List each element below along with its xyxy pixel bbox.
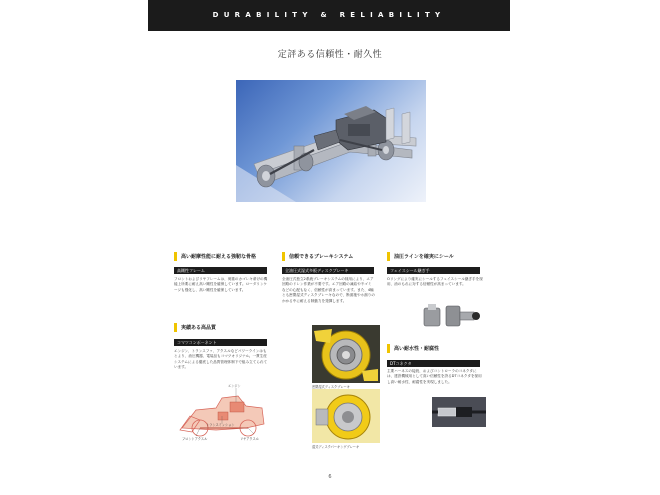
brake-heading <box>282 250 382 262</box>
quality-heading <box>174 321 278 333</box>
header-band <box>148 0 510 31</box>
body-paragraph: エンジン、トランスファ、アクスルなどパワーラインはもとより、油圧機器、電装品もコマツオリジナル。一貫生産システムによる徹底した品質管理体制下で組み立てられています。 <box>174 349 268 370</box>
body-paragraph: 主要ハーネスの接続、およびコントローラのコネクタには、建設機械用として高い信頼性を誇るDTコネクタを採用し高い耐水性、耐腐性を実現しました。 <box>387 369 482 384</box>
heading-accent-bar <box>387 344 390 353</box>
subheading-bar: フェイスシール継ぎ手 <box>387 267 480 274</box>
rear-axle-label: リヤアクスル <box>240 437 259 441</box>
parking-brake-photo <box>312 389 380 443</box>
heading-accent-bar <box>387 252 390 261</box>
body-paragraph: Oリングにより確実にシールするフェイスシール継ぎ手を採用、油のもれに対する信頼性が高まっています。 <box>387 277 483 287</box>
face-seal-fitting-photo <box>420 300 482 334</box>
subheading-bar: コマツコンポーネント <box>174 339 267 346</box>
subheading-bar: DTコネクタ <box>387 360 480 367</box>
header-band-text: DURABILITY & RELIABILITY <box>212 11 446 19</box>
heading-accent-bar <box>282 252 285 261</box>
heading-accent-bar <box>174 252 177 261</box>
heading-text: 実績ある高品質 <box>181 324 217 331</box>
fitting-drawing <box>420 300 482 334</box>
photo-caption: 湿式ディスクパーキングブレーキ <box>312 445 360 449</box>
heading-text: 油圧ラインを確実にシール <box>394 253 454 260</box>
heading-text: 信頼できるブレーキシステム <box>289 253 354 260</box>
body-paragraph: フロントおよびリヤフレームは、荷重のカゴレキ命げの機能上所要に耐え高い剛性を確保しています。ローダリンケージも強化し、高い剛性を確保しています。 <box>174 277 268 292</box>
front-axle-label: フロントアクスル <box>182 437 208 441</box>
subheading-bar: 高剛性フレーム <box>174 267 267 274</box>
heading-text: 高い耐水性・耐腐性 <box>394 345 440 352</box>
connector-drawing <box>432 397 486 427</box>
heading-accent-bar <box>174 323 177 332</box>
dt-connector-photo <box>432 397 486 427</box>
wet-disc-brake-photo <box>312 325 380 383</box>
parking-brake-drawing <box>312 389 380 443</box>
heading-text: 高い耐摩性能に耐える強靭な骨格 <box>181 253 257 260</box>
durable-frame-heading <box>174 250 278 262</box>
photo-caption: 密閉湿式ディスクブレーキ <box>312 385 350 389</box>
subheading-bar: 全油圧式湿式多板ディスクブレーキ <box>282 267 374 274</box>
transmission-label: トランスミッション <box>206 423 235 427</box>
body-paragraph: 全油圧式独立2系統ブレーキシステムの採用により、エア回路のドレン作業が不要です。エア回路の凍結や不ゴミなどの心配もなく、信頼性が高まっています。また、4輪とも密閉湿式ディスクブレーキなので、断面施やホ溜りのかかる中に耐える制動力を発揮します。 <box>282 277 375 303</box>
page-title: 定評ある信頼性・耐久性 <box>277 50 383 60</box>
hydraulic-seal-heading <box>387 250 487 262</box>
water-resistance-heading <box>387 342 487 354</box>
page-number: 6 <box>328 474 332 480</box>
loader-powertrain-diagram <box>176 380 272 442</box>
engine-label: エンジン <box>228 384 241 388</box>
brake-drawing <box>312 325 380 383</box>
loader-drawing <box>176 380 272 442</box>
chassis-drawing <box>236 80 426 202</box>
chassis-illustration <box>236 80 426 202</box>
